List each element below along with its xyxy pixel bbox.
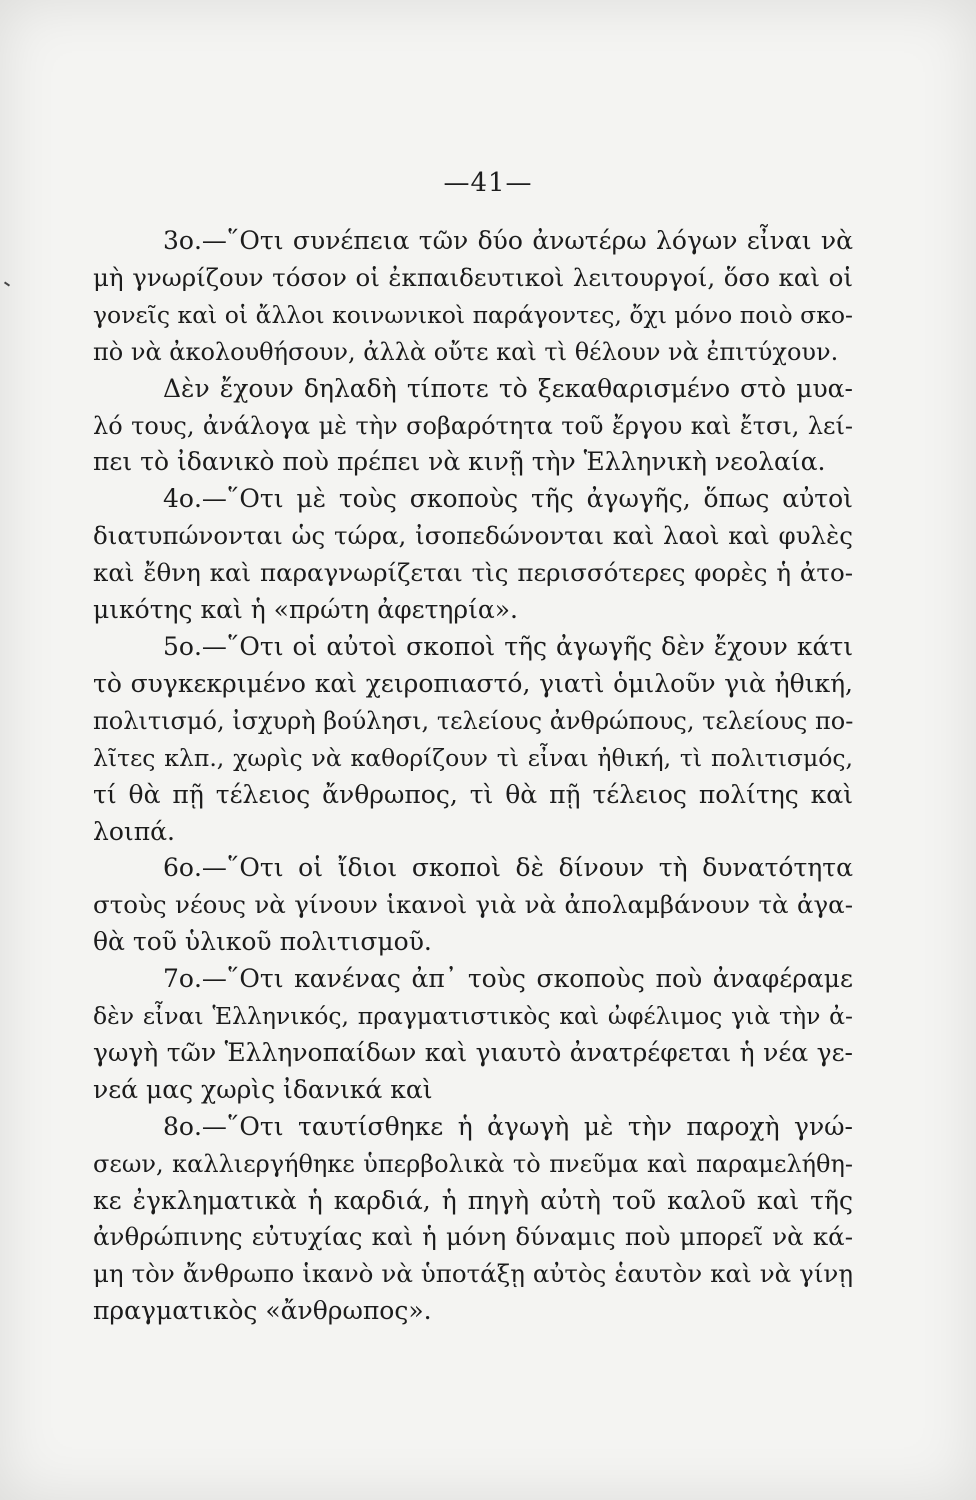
text-line: μικότης καὶ ἡ «πρώτη ἀφετηρία».	[93, 595, 518, 625]
text-line: 4ο.—῞Οτι μὲ τοὺς σκοποὺς τῆς ἀγωγῆς, ὅπως αὐτοὶ	[163, 484, 853, 514]
text-line: λῖτες κλπ., χωρὶς νὰ καθορίζουν τὶ εἶναι ἠθική, τὶ πολιτισμός,	[93, 743, 853, 772]
text-line: καὶ ἔθνη καὶ παραγνωρίζεται τὶς περισσότερες φορὲς ἡ ἀτο-	[93, 558, 853, 588]
text-line: τὸ συγκεκριμένο καὶ χειροπιαστό, γιατὶ ὁμιλοῦν γιὰ ἠθική,	[93, 668, 853, 698]
text-line: μὴ γνωρίζουν τόσον οἱ ἐκπαιδευτικοὶ λειτουργοί, ὅσο καὶ οἱ	[93, 262, 853, 292]
text-line: θὰ τοῦ ὑλικοῦ πολιτισμοῦ.	[93, 927, 432, 957]
text-line: νεά μας χωρὶς ἰδανικά καὶ	[93, 1074, 433, 1104]
text-line: 6ο.—῞Οτι οἱ ἴδιοι σκοποὶ δὲ δίνουν τὴ δυνατότητα	[163, 853, 853, 883]
text-line: γονεῖς καὶ οἱ ἄλλοι κοινωνικοὶ παράγοντες, ὄχι μόνο ποιὸ σκο-	[93, 300, 853, 329]
text-line: γωγὴ τῶν Ἑλληνοπαίδων καὶ γιαυτὸ ἀνατρέφεται ἡ νέα γε-	[93, 1037, 853, 1067]
text-line: ἀνθρώπινης εὐτυχίας καὶ ἡ μόνη δύναμις ποὺ μπορεῖ νὰ κά-	[93, 1222, 853, 1252]
text-line: σεων, καλλιεργήθηκε ὑπερβολικὰ τὸ πνεῦμα καὶ παραμελήθη-	[93, 1149, 853, 1178]
text-line: τί θὰ πῇ τέλειος ἄνθρωπος, τὶ θὰ πῇ τέλειος πολίτης καὶ	[93, 779, 853, 809]
text-line: 7ο.—῞Οτι κανένας ἀπ᾽ τοὺς σκοποὺς ποὺ ἀναφέραμε	[163, 964, 853, 994]
text-line: πει τὸ ἰδανικὸ ποὺ πρέπει νὰ κινῇ τὴν Ἑλληνικὴ νεολαία.	[93, 447, 826, 477]
text-line: στοὺς νέους νὰ γίνουν ἱκανοὶ γιὰ νὰ ἀπολαμβάνουν τὰ ἀγα-	[93, 890, 853, 920]
text-line: πραγματικὸς «ἄνθρωπος».	[93, 1296, 432, 1326]
text-line: πὸ νὰ ἀκολουθήσουν, ἀλλὰ οὔτε καὶ τὶ θέλουν νὰ ἐπιτύχουν.	[93, 337, 839, 366]
text-line: 5ο.—῞Οτι οἱ αὐτοὶ σκοποὶ τῆς ἀγωγῆς δὲν ἔχουν κάτι	[163, 631, 853, 661]
text-line: Δὲν ἔχουν δηλαδὴ τίποτε τὸ ξεκαθαρισμένο στὸ μυα-	[163, 373, 853, 403]
page-number: —41—	[443, 168, 533, 198]
text-line: δὲν εἶναι Ἑλληνικός, πραγματιστικὸς καὶ ὠφέλιμος γιὰ τὴν ἀ-	[93, 1002, 853, 1031]
text-line: μη τὸν ἄνθρωπο ἱκανὸ νὰ ὑποτάξῃ αὐτὸς ἑαυτὸν καὶ νὰ γίνῃ	[93, 1259, 853, 1289]
text-line: 3ο.—῞Οτι συνέπεια τῶν δύο ἀνωτέρω λόγων εἶναι νὰ	[163, 226, 853, 255]
margin-mark	[4, 281, 10, 286]
text-line: κε ἐγκληματικὰ ἡ καρδιά, ἡ πηγὴ αὐτὴ τοῦ καλοῦ καὶ τῆς	[93, 1185, 853, 1215]
text-line: λό τους, ἀνάλογα μὲ τὴν σοβαρότητα τοῦ ἔργου καὶ ἔτσι, λεί-	[93, 411, 853, 440]
text-line: 8ο.—῞Οτι ταυτίσθηκε ἡ ἀγωγὴ μὲ τὴν παροχὴ γνώ-	[163, 1111, 853, 1141]
text-line: διατυπώνονται ὡς τώρα, ἰσοπεδώνονται καὶ λαοὶ καὶ φυλὲς	[93, 521, 853, 551]
body-text	[93, 223, 853, 1330]
text-line: λοιπά.	[93, 816, 175, 846]
text-line: πολιτισμό, ἰσχυρὴ βούλησι, τελείους ἀνθρώπους, τελείους πο-	[93, 706, 854, 735]
